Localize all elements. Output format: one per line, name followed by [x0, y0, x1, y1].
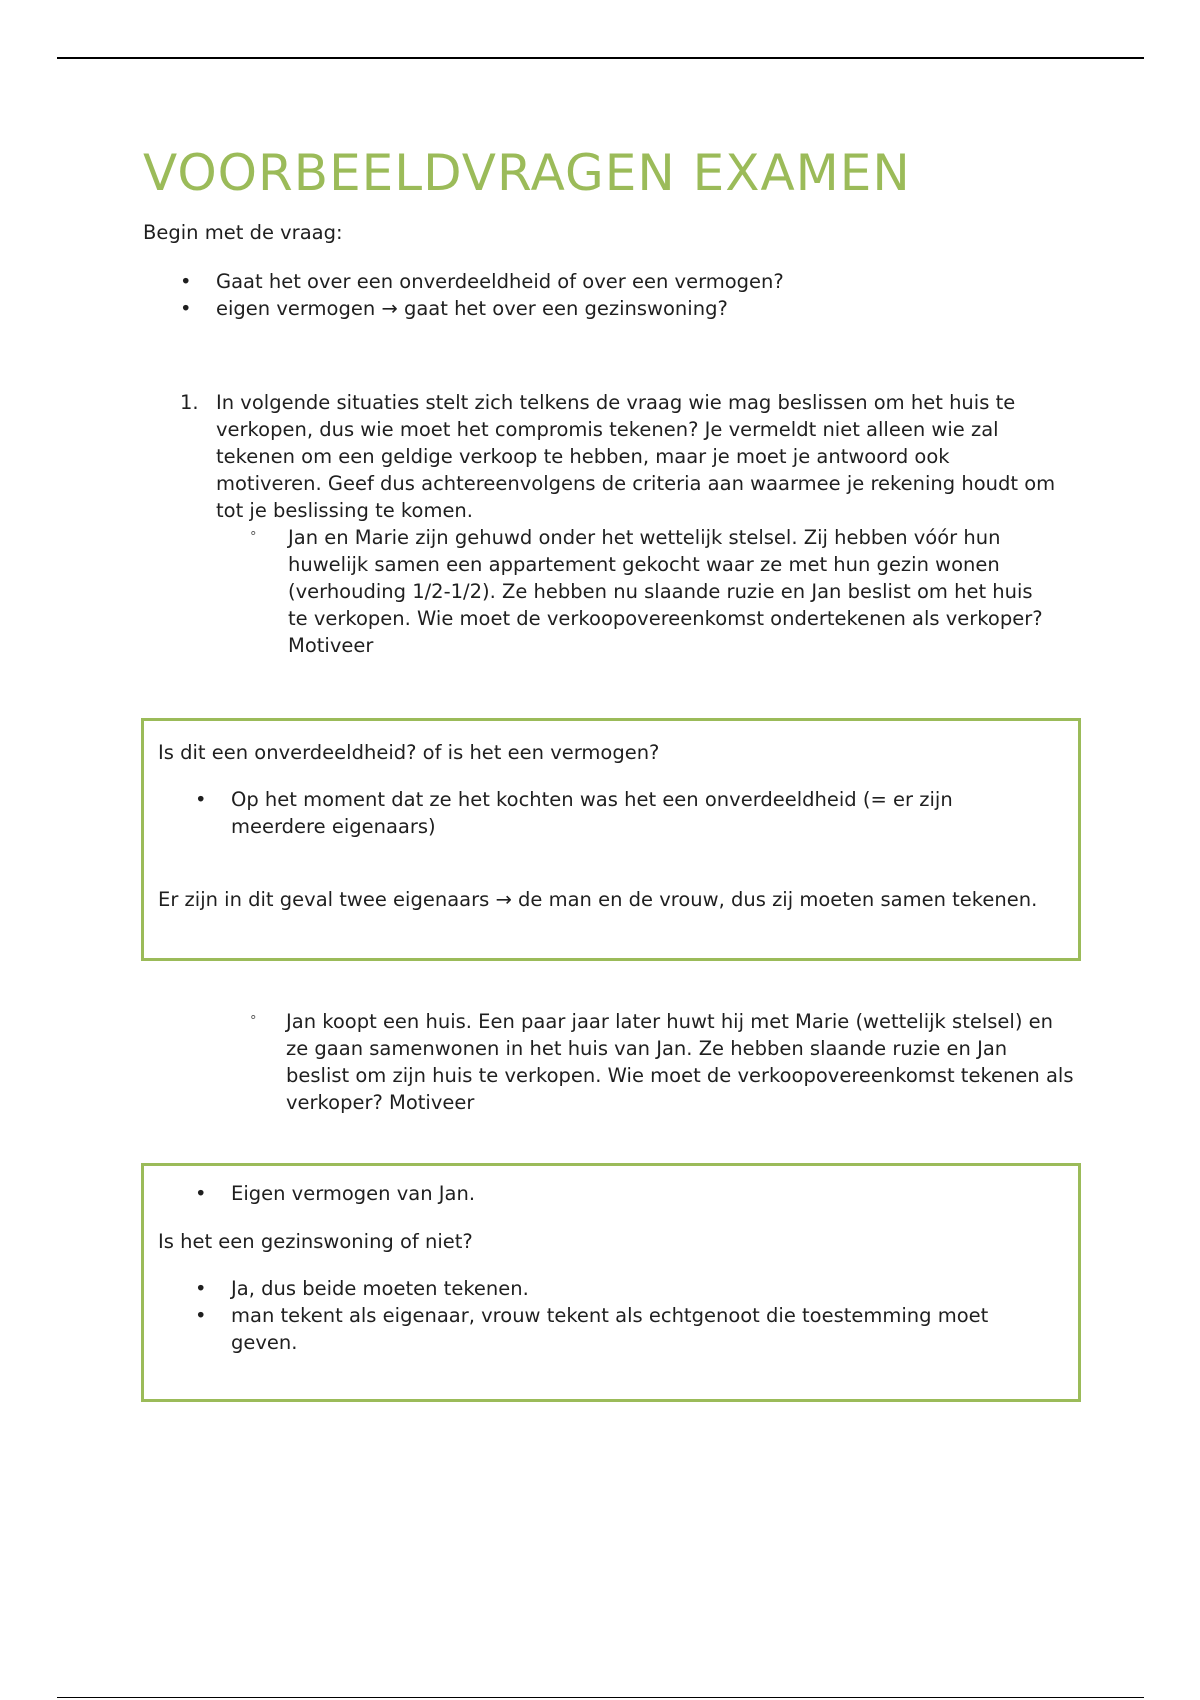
- answer-box-a: [141, 718, 1081, 961]
- top-rule: [57, 57, 1144, 59]
- intro-bullet-list: [180, 268, 784, 322]
- bullet-icon: •: [180, 297, 192, 320]
- bottom-rule: [57, 1697, 1144, 1698]
- case-a-text: Jan en Marie zijn gehuwd onder het wettelijk stelsel. Zij hebben vóór hun huwelijk samen een appartement gekocht waar ze met hun gezin wonen (verhouding 1/2-1/2). Ze hebben nu slaande ruzie en Jan beslist om het huis te verkopen. Wie moet de verkoopovereenkomst ondertekenen als verkoper? Motiveer: [288, 526, 1043, 657]
- question-text: In volgende situaties stelt zich telkens de vraag wie mag beslissen om het huis te verkopen, dus wie moet het compromis tekenen? Je vermeldt niet alleen wie zal tekenen om een geldige verkoop te hebben, maar je moet je antwoord ook motiveren. Geef dus achtereenvolgens de criteria aan waarmee je rekening houdt om tot je beslissing te komen.: [216, 391, 1056, 522]
- bullet-icon: •: [195, 1304, 207, 1327]
- answer-b-list-2: [195, 1275, 1021, 1356]
- page-title: VOORBEELDVRAGEN EXAMEN: [143, 144, 911, 202]
- answer-b-list-1: [195, 1180, 1021, 1207]
- list-item: • Op het moment dat ze het kochten was het een onverdeeldheid (= er zijn meerdere eigenaars): [195, 788, 953, 838]
- answer-a-list: [195, 786, 1021, 840]
- question-number: 1.: [180, 391, 199, 414]
- answer-a-question: Is dit een onverdeeldheid? of is het een vermogen?: [158, 741, 660, 764]
- list-item: • Ja, dus beide moeten tekenen.: [195, 1277, 529, 1300]
- list-item: • Eigen vermogen van Jan.: [195, 1182, 476, 1205]
- bullet-icon: •: [195, 1277, 207, 1300]
- answer-a-conclusion: Er zijn in dit geval twee eigenaars → de man en de vrouw, dus zij moeten samen tekenen.: [158, 888, 1038, 911]
- answer-box-b: [141, 1163, 1081, 1402]
- bullet-icon: •: [195, 788, 207, 811]
- case-b-text: Jan koopt een huis. Een paar jaar later huwt hij met Marie (wettelijk stelsel) en ze gaan samenwonen in het huis van Jan. Ze hebben slaande ruzie en Jan beslist om zijn huis te verkopen. Wie moet de verkoopovereenkomst tekenen als verkoper? Motiveer: [286, 1010, 1074, 1114]
- list-item: • Gaat het over een onverdeeldheid of over een vermogen?: [180, 270, 784, 293]
- sub-bullet-icon: °: [250, 1014, 257, 1029]
- list-item: • eigen vermogen → gaat het over een gezinswoning?: [180, 297, 728, 320]
- answer-b-question: Is het een gezinswoning of niet?: [158, 1230, 473, 1253]
- list-item: • man tekent als eigenaar, vrouw tekent als echtgenoot die toestemming moet geven.: [195, 1304, 989, 1354]
- bullet-icon: •: [180, 270, 192, 293]
- sub-bullet-icon: °: [250, 530, 257, 545]
- intro-text: Begin met de vraag:: [143, 221, 343, 244]
- bullet-icon: •: [195, 1182, 207, 1205]
